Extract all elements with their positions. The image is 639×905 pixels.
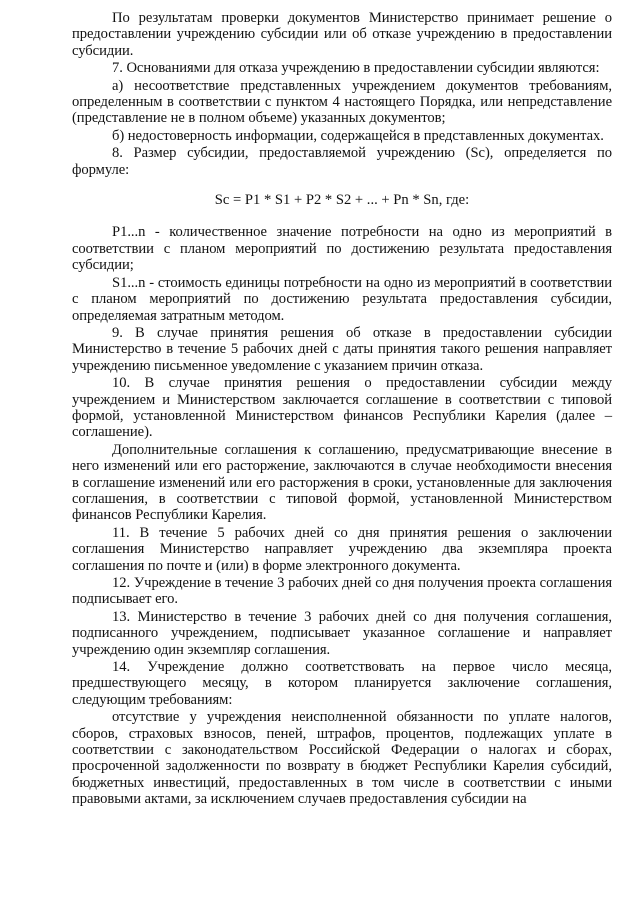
paragraph-11-draft: 11. В течение 5 рабочих дней со дня принятия решения о заключении соглашения Министерство направляет учреждению два экземпляра проекта соглашения по почте и (или) в форме электронного документа. — [72, 524, 612, 574]
paragraph-8-amount: 8. Размер субсидии, предоставляемой учреждению (Sc), определяется по формуле: — [72, 145, 612, 178]
paragraph-13-ministry-signing: 13. Министерство в течение 3 рабочих дней со дня получения соглашения, подписанного учреждением, подписывает указанное соглашение и направляет учреждению один экземпляр соглашения. — [72, 608, 612, 658]
paragraph-7b: б) недостоверность информации, содержащейся в представленных документах. — [112, 127, 604, 144]
paragraph-10-agreement: 10. В случае принятия решения о предоставлении субсидии между учреждением и Министерством заключается соглашение в соответствии с типовой формой, установленной Министерством финансов Республики Карелия (далее – соглашение). — [72, 375, 612, 441]
paragraph-9-refusal: 9. В случае принятия решения об отказе в предоставлении субсидии Министерство в течение 5 рабочих дней с даты принятия такого решения направляет учреждению письменное уведомление с указанием причин отказа. — [72, 324, 612, 374]
paragraph-7-grounds: 7. Основаниями для отказа учреждению в предоставлении субсидии являются: — [112, 60, 600, 77]
paragraph-decision: По результатам проверки документов Министерство принимает решение о предоставлении учреждению субсидии или об отказе учреждению в предоставлении субсидии. — [72, 10, 612, 59]
paragraph-12-signing: 12. Учреждение в течение 3 рабочих дней со дня получения проекта соглашения подписывает его. — [72, 575, 612, 608]
subsidy-formula: Sc = P1 * S1 + P2 * S2 + ... + Pn * Sn, где: — [214, 192, 470, 209]
paragraph-requirement-no-debt: отсутствие у учреждения неисполненной обязанности по уплате налогов, сборов, страховых взносов, пеней, штрафов, процентов, подлежащих уплате в соответствии с законодательством Российской Федерации о налогах и сборах, просроченной задолженности по возврату в бюджет Республики Карелия субсидий, бюджетных инвестиций, предоставленных в том числе в соответствии с иными правовыми актами, за исключением случаев предоставления субсидии на — [72, 709, 612, 808]
paragraph-7a: а) несоответствие представленных учреждением документов требованиям, определенным в соответствии с пунктом 4 настоящего Порядка, или непредставление (представление не в полном объеме) указанных документов; — [72, 77, 612, 127]
paragraph-14-requirements: 14. Учреждение должно соответствовать на первое число месяца, предшествующего месяцу, в котором планируется заключение соглашения, следующим требованиям: — [72, 659, 612, 708]
paragraph-s-definition: S1...n - стоимость единицы потребности на одно из мероприятий в соответствии с планом мероприятий по достижению результата предоставления субсидии, определяемая затратным методом. — [72, 274, 612, 324]
paragraph-additional-agreements: Дополнительные соглашения к соглашению, предусматривающие внесение в него изменений или его расторжение, заключаются в случае необходимости внесения в соглашение изменений или его расторжения в сроки, установленные для заключения соглашения, в соответствии с типовой формой, установленной Министерством финансов Республики Карелия. — [72, 441, 612, 524]
paragraph-p-definition: P1...n - количественное значение потребности на одно из мероприятий в соответствии с планом мероприятий по достижению результата предоставления субсидии; — [72, 224, 612, 274]
